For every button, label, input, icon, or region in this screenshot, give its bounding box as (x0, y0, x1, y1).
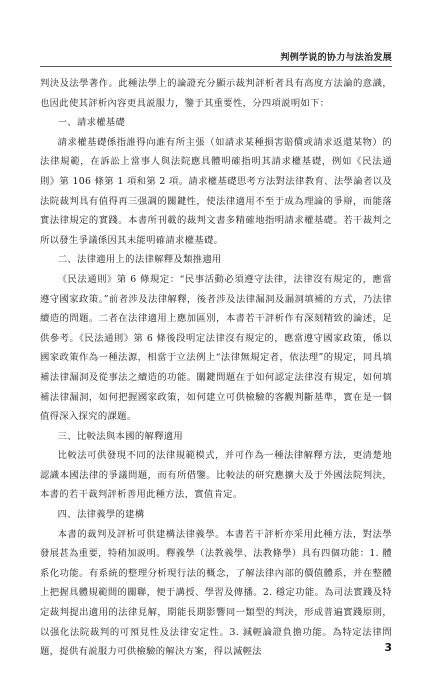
section-heading-doctrine: 四、法律義學的建構 (57, 509, 145, 521)
header-rule (40, 66, 392, 67)
section-heading-comparative-law: 三、比較法與本國的解釋適用 (57, 430, 184, 442)
page-number: 3 (384, 641, 392, 654)
paragraph-continuation: 判決及法學著作。此種法學上的論證充分顯示裁判評析者具有高度方法論的意識，也因此使其評析內容更具説服力，鑒于其重要性，分四項説明如下： (40, 78, 392, 109)
paragraph: 請求權基礎係指誰得向誰有所主張（如請求某種損害賠償或請求返還某物）的法律規範，在訴訟上當事人與法院應具體明確指明其請求權基礎，例如《民法通則》第 106 條第 1 項和第 2 項。請求權基礎思考方法對法律教育、法學論者以及法院裁判具有值得再三强調的關鍵性，使法律適用不至于成為理論的爭辯，而能落實法律規定的實踐。本書所刊載的裁判文書多精確地指明請求權基礎。若干裁判之所以發生爭議係因其未能明確請求權基礎。 (40, 136, 392, 246)
paragraph: 比較法可供發現不同的法律規範模式，并可作為一種法律解釋方法，更清楚地認識本國法律的爭議問題，而有所借鑒。比較法的研究應擴大及于外國法院判決，本書的若干裁判評析善用此種方法，實值肯定。 (40, 450, 392, 501)
paragraph: 本書的裁判及評析可供建構法律義學。本書若干評析亦采用此種方法，對法學發展甚為重要，特稍加説明。釋義學（法教義學、法教條學）具有四個功能：1. 體系化功能。有系統的整理分析現行法的概念，了解法律內部的價值體系，并在整體上把握具體規範間的關聯，便于講授、學習及傳播。2. 穩定功能。為司法實踐及特定裁判提出適用的法律見解，期能長期影響同一類型的判決，形成普遍實踐原則，以强化法院裁判的可預見性及法律安定性。3. 減輕論證負擔功能。為特定法律問題，提供有説服力可供檢驗的解決方案，得以減輕法 (40, 528, 392, 658)
section-heading-interpretation: 二、法律適用上的法律解釋及類推適用 (57, 254, 222, 266)
section-heading-claim-basis: 一、請求權基礎 (57, 117, 126, 129)
body-text (40, 74, 392, 662)
running-head-title: 判例学说的协力与法治发展 (280, 53, 392, 63)
paragraph: 《民法通則》第 6 條規定：“民事活動必須遵守法律，法律沒有規定的，應當遵守國家政策。”前者涉及法律解釋，後者涉及法律漏洞及漏洞填補的方式，乃法律續造的問題。二者在法律適用上應加區別，本書若干評析作有深刻精致的論述，足供參考。《民法通則》第 6 條後段明定法律沒有規定的，應當遵守國家政策，係以國家政策作為一種法源，相當于立法例上“法律無規定者，依法理”的規定，同具填補法律漏洞及從事法之續造的功能。關鍵問題在于如何認定法律沒有規定，如何填補法律漏洞，如何把握國家政策，如何建立可供檢驗的客觀判斷基準，實在是一個值得深入探究的課題。 (40, 273, 392, 423)
